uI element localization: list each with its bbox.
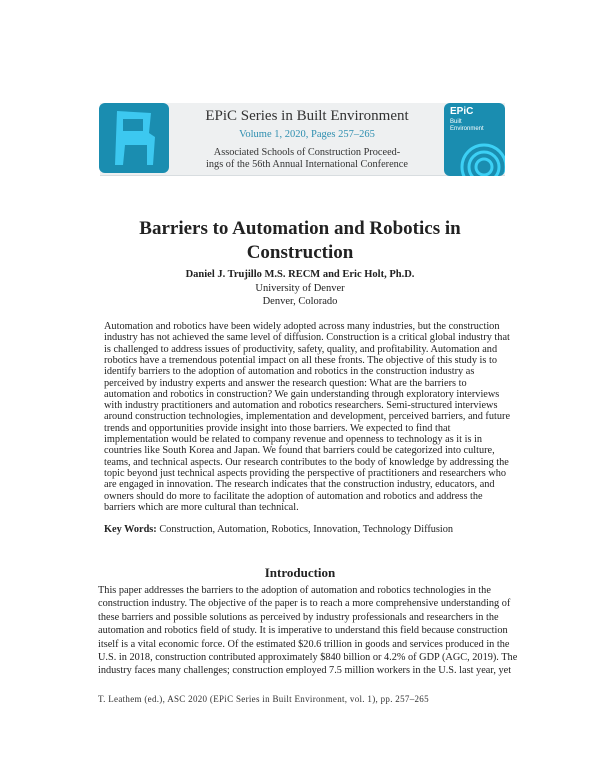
keywords: Key Words: Construction, Automation, Robotics, Innovation, Technology Diffusion — [104, 524, 454, 535]
text-line: are engaged in innovation. The research indicates that the construction industry, educators, and — [104, 479, 495, 491]
text-line: around construction technologies, implementation and development, perceived barriers, and future — [104, 411, 511, 423]
text-line: construction industry. The objective of the paper is to reach a more comprehensive understanding of — [98, 598, 511, 610]
text-line: automation and robotics in construction? We gain understanding through exploratory interviews — [104, 388, 500, 400]
text-line: these barriers and possible solutions as perceived by industry professionals and researchers in the — [98, 611, 499, 623]
text-line: automation and robotics field of study. It is imperative to understand this field because construction — [98, 625, 508, 637]
affiliation: University of Denver — [255, 282, 345, 294]
location: Denver, Colorado — [262, 296, 338, 307]
text-line: is challenged to address issues of productivity, safety, quality, and profitability. Automation and — [104, 343, 498, 355]
text-line: with industry practitioners and automation and robotics researchers. Semi-structured interviews — [104, 400, 498, 412]
text-line: trends and opportunities provide insight into those barriers. We expected to find that — [104, 422, 451, 434]
authors-block — [0, 268, 600, 309]
text-line: countries like South Korea and Japan. We found that barriers could be categorized into culture, — [104, 445, 495, 457]
text-line: identify barriers to the adoption of automation and robotics in the construction industry as — [104, 366, 475, 378]
text-line: owners should do more to facilitate the adoption of automation and robotics and address the — [104, 490, 483, 502]
text-line: Automation and robotics have been widely adopted across many industries, but the construction — [104, 321, 500, 332]
chair-logo-icon — [99, 103, 169, 173]
text-line: robotics have a tremendous potential impact on all these fronts. The objective of this study is to — [104, 354, 498, 366]
text-line: industry has not achieved the same level of diffusion. Construction is a critical global industry that — [104, 332, 510, 344]
volume-info: Volume 1, 2020, Pages 257–265 — [239, 129, 375, 140]
proceedings-info: Associated Schools of Construction Proceed- ings of the 56th Annual International Conference — [206, 147, 408, 170]
text-line: This paper addresses the barriers to the adoption of automation and robotics technologies in the — [98, 585, 491, 596]
swirl-icon — [444, 137, 505, 176]
text-line: U.S. in 2018, construction contributed approximately $840 billion or 4.2% of GDP (AGC, 2019). The — [98, 652, 518, 663]
text-line: industry faces many challenges; construction employed 7.5 million workers in the U.S. last year, yet — [98, 665, 512, 677]
epic-built-environment-logo: EPiC Built Environment — [444, 103, 505, 176]
footer-citation: T. Leathem (ed.), ASC 2020 (EPiC Series in Built Environment, vol. 1), pp. 257–265 — [98, 694, 429, 704]
introduction-heading: Introduction — [264, 565, 336, 580]
text-line: perceived by industry experts and answer the research question: What are the barriers to — [104, 377, 467, 389]
text-line: implementation would be related to company revenue and openness to technology as it is in — [104, 434, 483, 445]
series-title: EPiC Series in Built Environment — [205, 108, 409, 124]
text-line: itself is a vital economic force. Of the estimated $20.6 trillion in goods and services produced in the — [98, 638, 510, 650]
text-line: topic beyond just technical aspects providing the perspective of practitioners and researchers who — [104, 467, 507, 479]
text-line: barriers which are more cultural than technical. — [104, 501, 299, 513]
author-names: Daniel J. Trujillo M.S. RECM and Eric Holt, Ph.D. — [185, 269, 415, 280]
text-line: teams, and technical aspects. Our research contributes to the body of knowledge by addressing the — [104, 456, 509, 468]
paper-title: Barriers to Automation and Robotics in Construction — [139, 218, 461, 263]
